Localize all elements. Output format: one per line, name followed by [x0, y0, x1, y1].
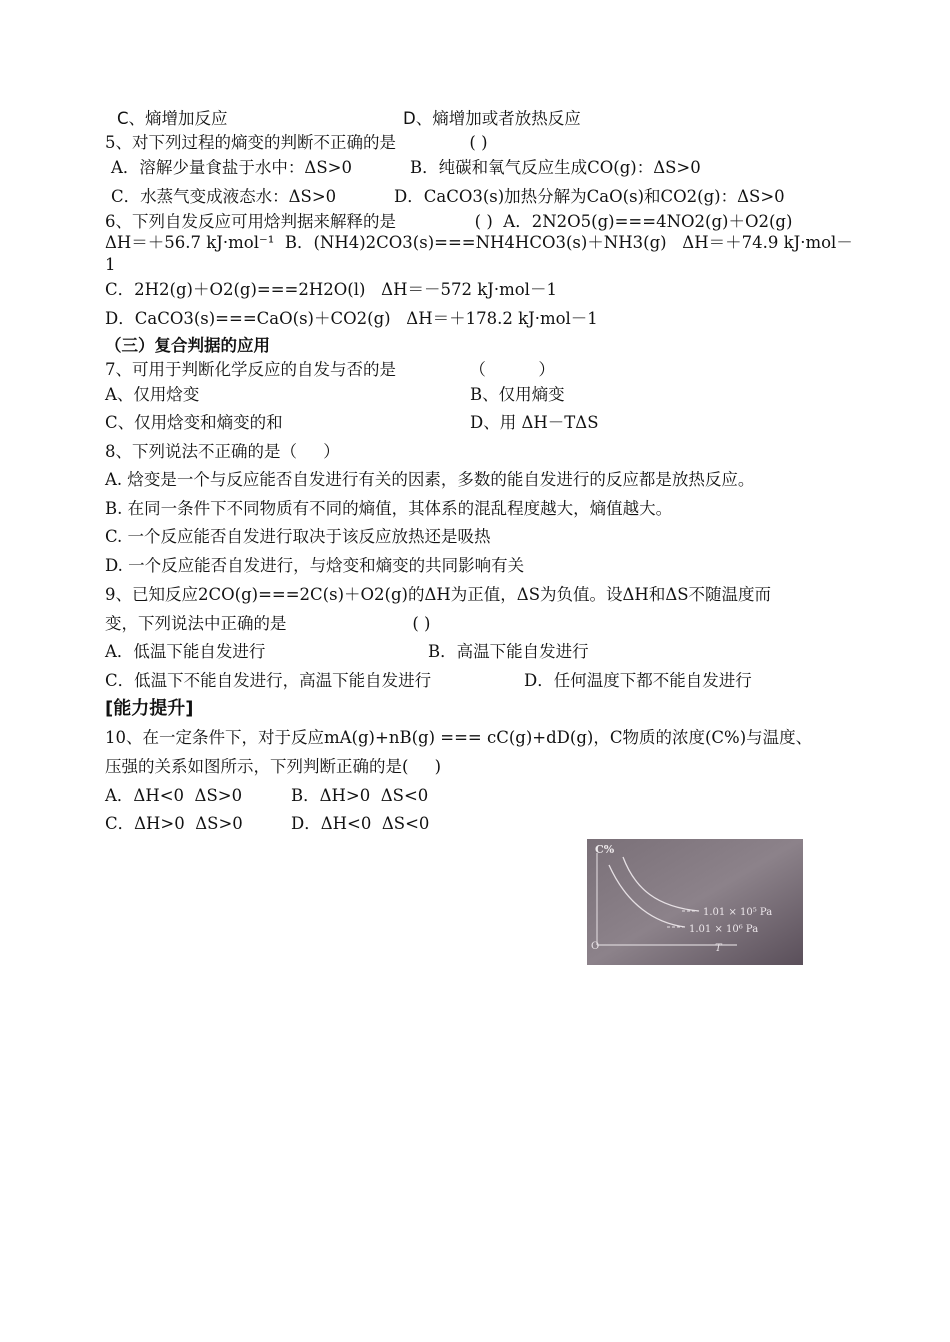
pressure-temperature-figure: [587, 839, 803, 965]
line-26b: B．ΔH>0 ΔS<0: [291, 786, 429, 805]
line-17: C. 一个反应能否自发进行取决于该反应放热还是吸热: [105, 527, 491, 546]
line-15: A. 焓变是一个与反应能否自发进行有关的因素，多数的能自发进行的反应都是放热反应。: [105, 470, 755, 489]
line-12a: A、仅用焓变: [105, 385, 200, 404]
question-5: 5、对下列过程的熵变的判断不正确的是 ( ): [105, 133, 488, 152]
line-1a: C、熵增加反应: [117, 109, 228, 128]
line-9: D．CaCO3(s)===CaO(s)＋CO2(g) ΔH＝＋178.2 kJ·mol－1: [105, 309, 598, 328]
question-10: 10、在一定条件下，对于反应mA(g)+nB(g) === cC(g)+dD(g)，C物质的浓度(C%)与温度、: [105, 728, 813, 747]
section-heading: （三）复合判据的应用: [105, 336, 270, 355]
line-27b: D．ΔH<0 ΔS<0: [291, 814, 430, 833]
line-27a: C．ΔH>0 ΔS>0: [105, 814, 243, 833]
x-axis-label: T: [715, 943, 722, 954]
curve1-label: 1.01 × 10⁵ Pa: [703, 907, 773, 918]
line-21b: B．高温下能自发进行: [428, 642, 589, 661]
line-12b: B、仅用熵变: [470, 385, 565, 404]
line-22a: C．低温下不能自发进行，高温下能自发进行: [105, 671, 432, 690]
line-3a: A．溶解少量食盐于水中：ΔS>0: [111, 158, 352, 177]
line-7: 1: [105, 255, 116, 274]
question-9: 9、已知反应2CO(g)===2C(s)＋O2(g)的ΔH为正值，ΔS为负值。设ΔH和ΔS不随温度而: [105, 585, 772, 604]
ability-heading: [能力提升]: [105, 698, 194, 719]
question-8: 8、下列说法不正确的是（ ）: [105, 442, 340, 461]
line-3b: B．纯碳和氧气反应生成CO(g)：ΔS>0: [410, 158, 701, 177]
question-6: 6、下列自发反应可用焓判据来解释的是 ( ) A．2N2O5(g)===4NO2(g)＋O2(g): [105, 212, 793, 231]
line-22b: D．任何温度下都不能自发进行: [524, 671, 752, 690]
origin-label: O: [591, 941, 600, 952]
line-21a: A．低温下能自发进行: [105, 642, 266, 661]
line-4a: C．水蒸气变成液态水：ΔS>0: [111, 187, 337, 206]
line-13a: C、仅用焓变和熵变的和: [105, 413, 283, 432]
line-4b: D．CaCO3(s)加热分解为CaO(s)和CO2(g)：ΔS>0: [394, 187, 785, 206]
line-8: C．2H2(g)＋O2(g)===2H2O(l) ΔH＝－572 kJ·mol－1: [105, 280, 557, 299]
question-7: 7、可用于判断化学反应的自发与否的是 （ ）: [105, 360, 555, 379]
line-13b: D、用 ΔH－TΔS: [470, 413, 599, 432]
line-26a: A．ΔH<0 ΔS>0: [105, 786, 243, 805]
line-1b: D、熵增加或者放热反应: [403, 109, 581, 128]
line-18: D. 一个反应能否自发进行，与焓变和熵变的共同影响有关: [105, 556, 525, 575]
line-25: 压强的关系如图所示，下列判断正确的是( ): [105, 757, 442, 776]
curve2-label: 1.01 × 10⁶ Pa: [689, 924, 759, 935]
line-20: 变，下列说法中正确的是 ( ): [105, 614, 431, 633]
line-16: B. 在同一条件下不同物质有不同的熵值，其体系的混乱程度越大，熵值越大。: [105, 499, 673, 518]
line-6: ΔH＝＋56.7 kJ·mol⁻¹ B．(NH4)2CO3(s)===NH4HCO3(s)＋NH3(g) ΔH＝＋74.9 kJ·mol－: [105, 233, 853, 252]
y-axis-label: C%: [595, 843, 615, 856]
